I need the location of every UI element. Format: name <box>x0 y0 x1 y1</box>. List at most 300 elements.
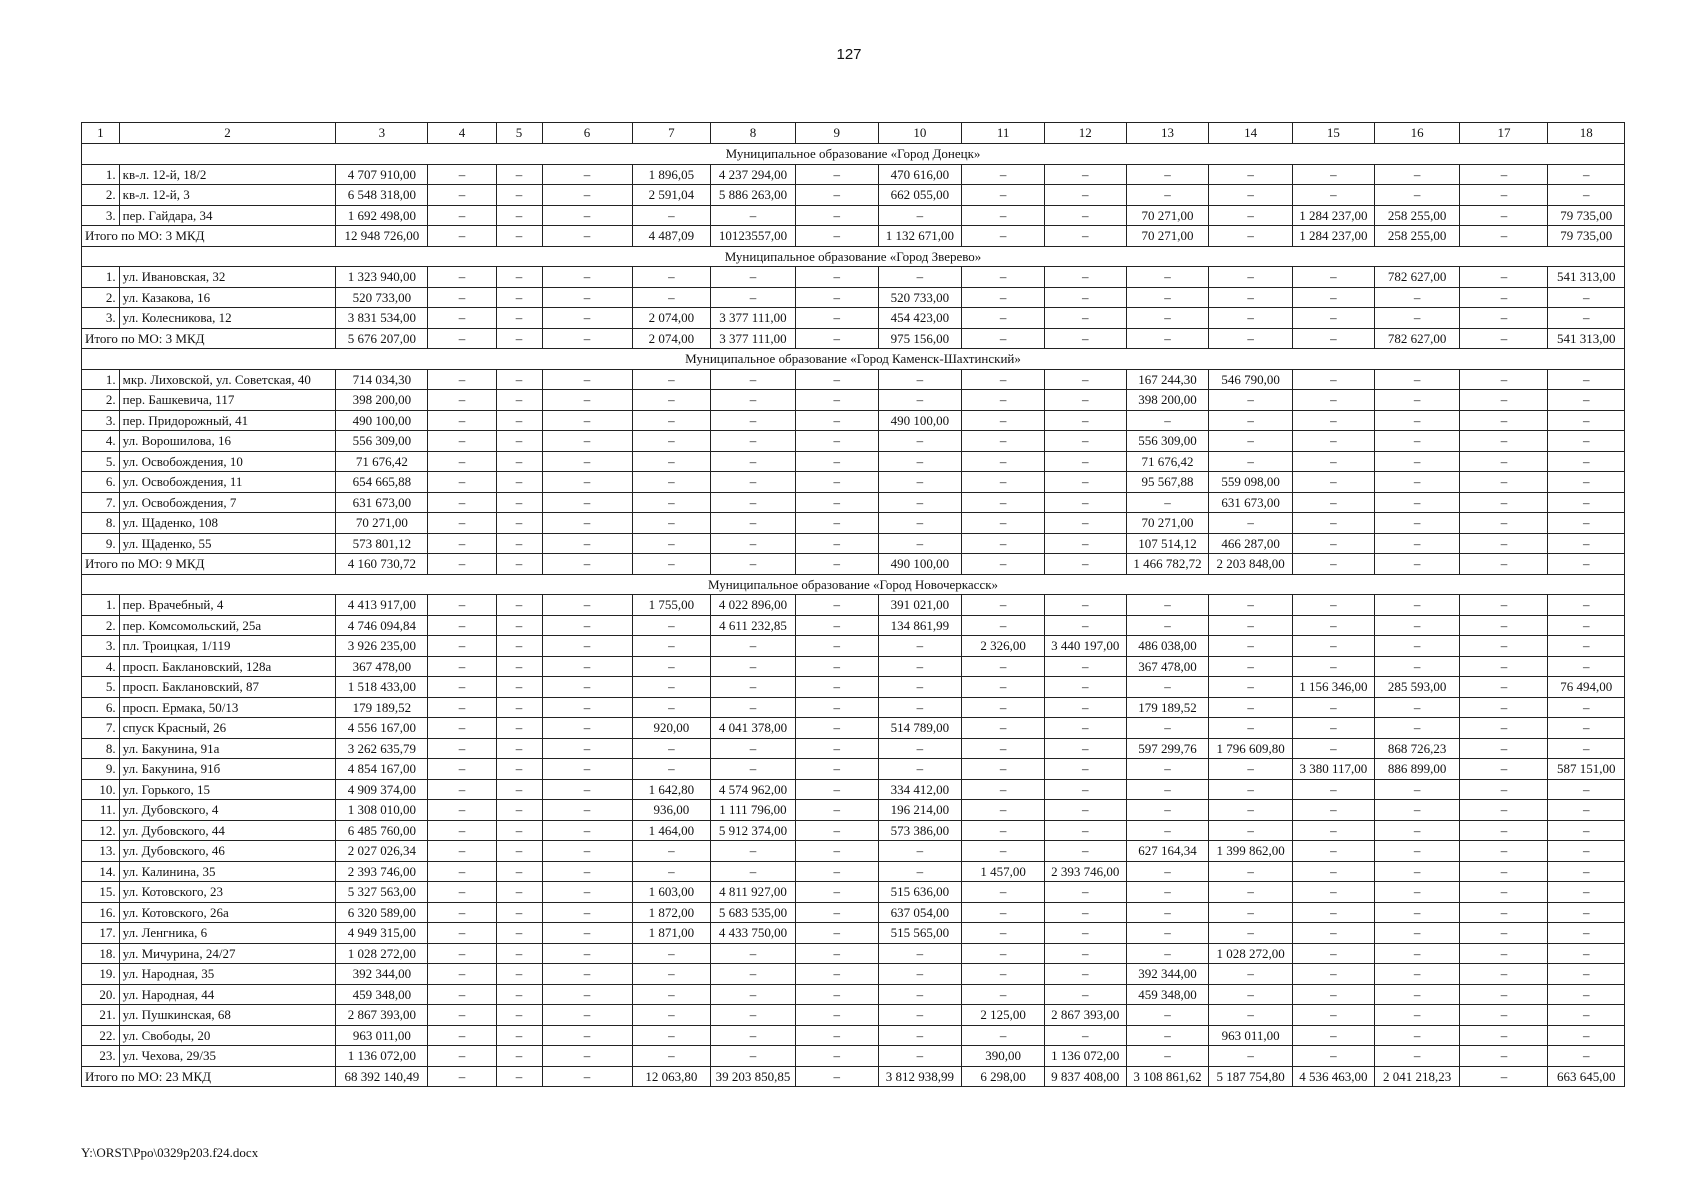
total-value-cell: 2 041 218,23 <box>1374 1066 1460 1087</box>
value-cell: – <box>962 697 1045 718</box>
value-cell: – <box>632 984 711 1005</box>
value-cell: – <box>542 800 632 821</box>
value-cell: – <box>542 451 632 472</box>
value-cell: 520 733,00 <box>336 287 428 308</box>
value-cell: 367 478,00 <box>336 656 428 677</box>
column-number-cell: 13 <box>1126 123 1209 144</box>
value-cell: 70 271,00 <box>1126 513 1209 534</box>
total-value-cell: – <box>1044 328 1126 349</box>
value-cell: – <box>428 861 496 882</box>
value-cell: 1 755,00 <box>632 595 711 616</box>
total-value-cell: 4 536 463,00 <box>1293 1066 1375 1087</box>
value-cell: – <box>711 984 796 1005</box>
value-cell: – <box>428 308 496 329</box>
value-cell: – <box>496 472 542 493</box>
row-number: 5. <box>82 451 120 472</box>
value-cell: – <box>496 861 542 882</box>
value-cell: 179 189,52 <box>1126 697 1209 718</box>
value-cell: – <box>795 759 878 780</box>
value-cell: – <box>1293 595 1375 616</box>
row-number: 9. <box>82 533 120 554</box>
value-cell: – <box>795 410 878 431</box>
value-cell: – <box>1209 861 1293 882</box>
value-cell: – <box>1374 820 1460 841</box>
value-cell: – <box>1460 656 1548 677</box>
value-cell: – <box>1548 472 1625 493</box>
value-cell: – <box>795 943 878 964</box>
value-cell: – <box>1044 738 1126 759</box>
total-value-cell: 541 313,00 <box>1548 328 1625 349</box>
value-cell: 398 200,00 <box>1126 390 1209 411</box>
address-cell: кв-л. 12-й, 18/2 <box>119 164 336 185</box>
value-cell: – <box>1126 759 1209 780</box>
value-cell: – <box>496 697 542 718</box>
value-cell: – <box>1548 369 1625 390</box>
value-cell: – <box>1293 841 1375 862</box>
value-cell: – <box>1460 595 1548 616</box>
value-cell: – <box>542 205 632 226</box>
value-cell: – <box>711 369 796 390</box>
table-row <box>82 697 1625 718</box>
address-cell: ул. Котовского, 23 <box>119 882 336 903</box>
value-cell: 3 262 635,79 <box>336 738 428 759</box>
value-cell: – <box>1044 697 1126 718</box>
column-number-cell: 15 <box>1293 123 1375 144</box>
row-number: 17. <box>82 923 120 944</box>
total-value-cell: 3 108 861,62 <box>1126 1066 1209 1087</box>
value-cell: 654 665,88 <box>336 472 428 493</box>
value-cell: 1 518 433,00 <box>336 677 428 698</box>
value-cell: – <box>1460 431 1548 452</box>
value-cell: – <box>632 943 711 964</box>
table-row <box>82 1025 1625 1046</box>
value-cell: – <box>711 1025 796 1046</box>
value-cell: – <box>1548 779 1625 800</box>
table-row <box>82 533 1625 554</box>
address-cell: ул. Щаденко, 55 <box>119 533 336 554</box>
value-cell: – <box>878 451 962 472</box>
value-cell: – <box>632 861 711 882</box>
total-value-cell: 3 377 111,00 <box>711 328 796 349</box>
value-cell: – <box>542 369 632 390</box>
value-cell: – <box>1548 718 1625 739</box>
value-cell: 886 899,00 <box>1374 759 1460 780</box>
row-number: 16. <box>82 902 120 923</box>
table-row <box>82 164 1625 185</box>
value-cell: 1 464,00 <box>632 820 711 841</box>
value-cell: – <box>878 205 962 226</box>
row-number: 23. <box>82 1046 120 1067</box>
value-cell: 1 028 272,00 <box>1209 943 1293 964</box>
value-cell: 1 136 072,00 <box>1044 1046 1126 1067</box>
value-cell: – <box>1044 820 1126 841</box>
value-cell: – <box>496 902 542 923</box>
value-cell: – <box>632 513 711 534</box>
value-cell: 6 548 318,00 <box>336 185 428 206</box>
table-row <box>82 759 1625 780</box>
value-cell: 963 011,00 <box>336 1025 428 1046</box>
value-cell: 459 348,00 <box>336 984 428 1005</box>
value-cell: – <box>1460 636 1548 657</box>
value-cell: 1 642,80 <box>632 779 711 800</box>
value-cell: – <box>542 718 632 739</box>
row-number: 8. <box>82 513 120 534</box>
value-cell: – <box>1209 964 1293 985</box>
value-cell: – <box>1460 513 1548 534</box>
value-cell: – <box>878 964 962 985</box>
value-cell: – <box>632 677 711 698</box>
total-value-cell: – <box>711 554 796 575</box>
value-cell: 1 136 072,00 <box>336 1046 428 1067</box>
value-cell: 6 485 760,00 <box>336 820 428 841</box>
column-number-cell: 18 <box>1548 123 1625 144</box>
table-row <box>82 861 1625 882</box>
value-cell: 2 867 393,00 <box>1044 1005 1126 1026</box>
value-cell: – <box>428 841 496 862</box>
value-cell: – <box>1209 205 1293 226</box>
value-cell: – <box>1460 164 1548 185</box>
address-cell: просп. Ермака, 50/13 <box>119 697 336 718</box>
column-number-cell: 10 <box>878 123 962 144</box>
row-number: 1. <box>82 164 120 185</box>
value-cell: – <box>795 656 878 677</box>
address-cell: ул. Освобождения, 7 <box>119 492 336 513</box>
value-cell: – <box>1548 841 1625 862</box>
row-number: 9. <box>82 759 120 780</box>
value-cell: – <box>795 718 878 739</box>
address-cell: ул. Ивановская, 32 <box>119 267 336 288</box>
value-cell: – <box>1460 882 1548 903</box>
value-cell: 5 886 263,00 <box>711 185 796 206</box>
value-cell: – <box>542 677 632 698</box>
row-number: 3. <box>82 410 120 431</box>
value-cell: 631 673,00 <box>1209 492 1293 513</box>
value-cell: – <box>711 492 796 513</box>
value-cell: 4 574 962,00 <box>711 779 796 800</box>
value-cell: – <box>795 820 878 841</box>
value-cell: – <box>878 677 962 698</box>
address-cell: просп. Баклановский, 128а <box>119 656 336 677</box>
value-cell: 515 565,00 <box>878 923 962 944</box>
value-cell: – <box>428 533 496 554</box>
value-cell: 4 413 917,00 <box>336 595 428 616</box>
value-cell: – <box>1126 800 1209 821</box>
value-cell: 573 801,12 <box>336 533 428 554</box>
value-cell: – <box>542 595 632 616</box>
value-cell: – <box>795 1025 878 1046</box>
total-value-cell: – <box>962 226 1045 247</box>
column-number-cell: 17 <box>1460 123 1548 144</box>
column-number-cell: 4 <box>428 123 496 144</box>
total-value-cell: – <box>1044 226 1126 247</box>
value-cell: 573 386,00 <box>878 820 962 841</box>
value-cell: – <box>1126 779 1209 800</box>
value-cell: 4 237 294,00 <box>711 164 796 185</box>
row-number: 20. <box>82 984 120 1005</box>
value-cell: – <box>1209 984 1293 1005</box>
table-row <box>82 779 1625 800</box>
value-cell: – <box>1460 923 1548 944</box>
value-cell: – <box>795 738 878 759</box>
total-row <box>82 1066 1625 1087</box>
value-cell: – <box>1374 882 1460 903</box>
address-cell: кв-л. 12-й, 3 <box>119 185 336 206</box>
value-cell: – <box>962 882 1045 903</box>
value-cell: – <box>795 861 878 882</box>
value-cell: – <box>1126 1005 1209 1026</box>
value-cell: – <box>962 492 1045 513</box>
value-cell: – <box>962 533 1045 554</box>
address-cell: ул. Казакова, 16 <box>119 287 336 308</box>
value-cell: – <box>1293 1005 1375 1026</box>
value-cell: – <box>1044 492 1126 513</box>
total-value-cell: 1 466 782,72 <box>1126 554 1209 575</box>
value-cell: – <box>1044 779 1126 800</box>
value-cell: – <box>1209 451 1293 472</box>
value-cell: 627 164,34 <box>1126 841 1209 862</box>
table-row <box>82 451 1625 472</box>
value-cell: 486 038,00 <box>1126 636 1209 657</box>
address-cell: ул. Щаденко, 108 <box>119 513 336 534</box>
value-cell: – <box>1548 1046 1625 1067</box>
value-cell: – <box>962 513 1045 534</box>
address-cell: ул. Дубовского, 46 <box>119 841 336 862</box>
value-cell: – <box>1293 185 1375 206</box>
value-cell: – <box>878 513 962 534</box>
total-row <box>82 226 1625 247</box>
value-cell: – <box>428 800 496 821</box>
value-cell: – <box>428 595 496 616</box>
total-row <box>82 554 1625 575</box>
value-cell: – <box>1044 513 1126 534</box>
total-value-cell: – <box>962 328 1045 349</box>
value-cell: – <box>496 595 542 616</box>
value-cell: – <box>496 615 542 636</box>
value-cell: 1 111 796,00 <box>711 800 796 821</box>
value-cell: – <box>962 185 1045 206</box>
value-cell: – <box>632 287 711 308</box>
value-cell: – <box>428 410 496 431</box>
value-cell: – <box>542 738 632 759</box>
value-cell: – <box>542 779 632 800</box>
value-cell: 5 683 535,00 <box>711 902 796 923</box>
total-row <box>82 328 1625 349</box>
value-cell: – <box>428 431 496 452</box>
value-cell: – <box>632 267 711 288</box>
total-value-cell: – <box>496 1066 542 1087</box>
value-cell: – <box>428 779 496 800</box>
value-cell: – <box>962 369 1045 390</box>
value-cell: – <box>542 533 632 554</box>
value-cell: 5 912 374,00 <box>711 820 796 841</box>
row-number: 18. <box>82 943 120 964</box>
value-cell: – <box>1293 287 1375 308</box>
row-number: 19. <box>82 964 120 985</box>
table-row <box>82 800 1625 821</box>
value-cell: – <box>632 759 711 780</box>
total-value-cell: – <box>428 1066 496 1087</box>
value-cell: – <box>1044 984 1126 1005</box>
value-cell: 556 309,00 <box>1126 431 1209 452</box>
value-cell: – <box>711 1046 796 1067</box>
value-cell: 1 603,00 <box>632 882 711 903</box>
value-cell: – <box>542 984 632 1005</box>
value-cell: – <box>1548 185 1625 206</box>
column-number-cell: 12 <box>1044 123 1126 144</box>
value-cell: – <box>962 472 1045 493</box>
row-number: 10. <box>82 779 120 800</box>
value-cell: – <box>1460 287 1548 308</box>
value-cell: – <box>795 308 878 329</box>
value-cell: – <box>1460 267 1548 288</box>
value-cell: 3 440 197,00 <box>1044 636 1126 657</box>
value-cell: – <box>1460 308 1548 329</box>
value-cell: – <box>1374 1005 1460 1026</box>
value-cell: 520 733,00 <box>878 287 962 308</box>
value-cell: – <box>878 943 962 964</box>
table-row <box>82 472 1625 493</box>
total-value-cell: – <box>795 328 878 349</box>
value-cell: – <box>962 451 1045 472</box>
value-cell: – <box>1548 410 1625 431</box>
column-number-row <box>82 123 1625 144</box>
value-cell: – <box>1548 923 1625 944</box>
address-cell: ул. Дубовского, 4 <box>119 800 336 821</box>
value-cell: – <box>1460 533 1548 554</box>
value-cell: – <box>542 431 632 452</box>
value-cell: – <box>962 287 1045 308</box>
column-number-cell: 9 <box>795 123 878 144</box>
value-cell: – <box>1293 943 1375 964</box>
total-value-cell: 6 298,00 <box>962 1066 1045 1087</box>
value-cell: – <box>1044 410 1126 431</box>
value-cell: – <box>1209 431 1293 452</box>
value-cell: – <box>1548 984 1625 1005</box>
value-cell: – <box>1044 902 1126 923</box>
footer-file-path: Y:\ORST\Ppo\0329p203.f24.docx <box>81 1145 259 1160</box>
value-cell: – <box>1044 533 1126 554</box>
value-cell: – <box>1374 800 1460 821</box>
value-cell: – <box>1460 964 1548 985</box>
value-cell: 3 380 117,00 <box>1293 759 1375 780</box>
value-cell: – <box>878 697 962 718</box>
value-cell: – <box>542 267 632 288</box>
total-value-cell: – <box>542 328 632 349</box>
value-cell: – <box>878 1025 962 1046</box>
value-cell: 637 054,00 <box>878 902 962 923</box>
value-cell: – <box>878 431 962 452</box>
value-cell: – <box>711 410 796 431</box>
value-cell: – <box>428 636 496 657</box>
value-cell: – <box>1460 369 1548 390</box>
value-cell: – <box>1126 615 1209 636</box>
value-cell: – <box>962 308 1045 329</box>
value-cell: – <box>711 267 796 288</box>
table-row <box>82 677 1625 698</box>
value-cell: – <box>428 267 496 288</box>
value-cell: – <box>795 841 878 862</box>
value-cell: – <box>428 656 496 677</box>
value-cell: 920,00 <box>632 718 711 739</box>
row-number: 3. <box>82 636 120 657</box>
value-cell: – <box>878 759 962 780</box>
value-cell: 1 323 940,00 <box>336 267 428 288</box>
section-title-row <box>82 144 1625 165</box>
value-cell: 514 789,00 <box>878 718 962 739</box>
row-number: 7. <box>82 718 120 739</box>
address-cell: пер. Башкевича, 117 <box>119 390 336 411</box>
column-number-cell: 16 <box>1374 123 1460 144</box>
value-cell: – <box>1044 759 1126 780</box>
value-cell: – <box>1548 902 1625 923</box>
value-cell: 1 308 010,00 <box>336 800 428 821</box>
table-row <box>82 390 1625 411</box>
value-cell: – <box>962 656 1045 677</box>
value-cell: – <box>1209 390 1293 411</box>
value-cell: – <box>428 451 496 472</box>
value-cell: – <box>542 861 632 882</box>
value-cell: – <box>542 615 632 636</box>
address-cell: ул. Чехова, 29/35 <box>119 1046 336 1067</box>
value-cell: – <box>496 369 542 390</box>
table-row <box>82 308 1625 329</box>
value-cell: – <box>962 615 1045 636</box>
address-cell: просп. Баклановский, 87 <box>119 677 336 698</box>
value-cell: – <box>428 964 496 985</box>
value-cell: – <box>496 738 542 759</box>
value-cell: – <box>878 492 962 513</box>
value-cell: – <box>1044 718 1126 739</box>
value-cell: – <box>542 513 632 534</box>
value-cell: – <box>632 615 711 636</box>
value-cell: – <box>1293 267 1375 288</box>
value-cell: – <box>962 390 1045 411</box>
total-value-cell: – <box>632 554 711 575</box>
value-cell: 6 320 589,00 <box>336 902 428 923</box>
value-cell: – <box>1044 205 1126 226</box>
value-cell: – <box>1209 923 1293 944</box>
address-cell: ул. Народная, 44 <box>119 984 336 1005</box>
value-cell: – <box>962 431 1045 452</box>
value-cell: 587 151,00 <box>1548 759 1625 780</box>
value-cell: – <box>632 1025 711 1046</box>
value-cell: – <box>795 984 878 1005</box>
value-cell: – <box>542 472 632 493</box>
value-cell: – <box>1548 390 1625 411</box>
value-cell: – <box>1293 697 1375 718</box>
value-cell: 1 399 862,00 <box>1209 841 1293 862</box>
value-cell: – <box>542 308 632 329</box>
value-cell: – <box>428 205 496 226</box>
value-cell: – <box>1548 882 1625 903</box>
value-cell: – <box>542 164 632 185</box>
value-cell: 2 867 393,00 <box>336 1005 428 1026</box>
value-cell: – <box>1209 1046 1293 1067</box>
value-cell: 79 735,00 <box>1548 205 1625 226</box>
value-cell: – <box>428 185 496 206</box>
value-cell: – <box>1374 451 1460 472</box>
row-number: 7. <box>82 492 120 513</box>
value-cell: – <box>496 492 542 513</box>
value-cell: 2 027 026,34 <box>336 841 428 862</box>
value-cell: 868 726,23 <box>1374 738 1460 759</box>
value-cell: – <box>1209 513 1293 534</box>
value-cell: 2 591,04 <box>632 185 711 206</box>
value-cell: – <box>1293 923 1375 944</box>
total-value-cell: – <box>795 554 878 575</box>
value-cell: – <box>1126 492 1209 513</box>
total-value-cell: – <box>1126 328 1209 349</box>
